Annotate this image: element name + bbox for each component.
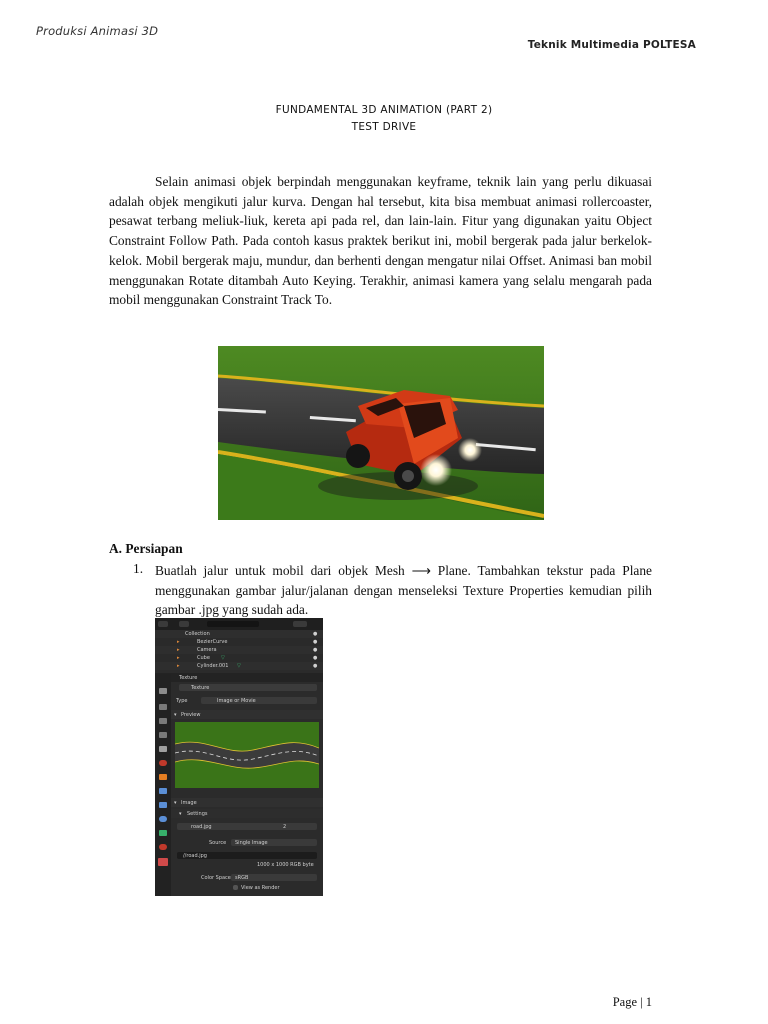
- outliner-row[interactable]: ▸ Cube ▽ ●: [155, 654, 323, 662]
- image-panel-header[interactable]: ▾ Image: [171, 798, 323, 807]
- view-as-render-checkbox[interactable]: View as Render: [171, 883, 323, 892]
- filter-icon[interactable]: [293, 621, 307, 627]
- texture-datablock[interactable]: Texture: [155, 683, 323, 692]
- image-filepath-field[interactable]: //road.jpg: [171, 851, 323, 860]
- car-render-image: [218, 346, 544, 520]
- tool-tab-icon[interactable]: [159, 688, 167, 694]
- document-subtitle: TEST DRIVE: [351, 121, 417, 133]
- image-source-row[interactable]: Source Single Image: [171, 838, 323, 847]
- blender-screenshot: [155, 618, 323, 896]
- header-course-title: Produksi Animasi 3D: [36, 24, 159, 38]
- outliner-row[interactable]: ▸ Cylinder.001 ▽ ●: [155, 662, 323, 670]
- outliner-search-input[interactable]: [207, 621, 259, 627]
- mesh-data-tab-icon[interactable]: [159, 830, 167, 836]
- texture-type-row[interactable]: Type Image or Movie: [171, 696, 323, 705]
- outliner-row[interactable]: Collection ●: [155, 630, 323, 638]
- preview-panel-header[interactable]: ▾ Preview: [171, 710, 323, 719]
- outliner-toolbar: [155, 618, 323, 630]
- properties-header: Texture: [155, 673, 323, 682]
- image-datablock[interactable]: road.jpg 2: [171, 822, 323, 831]
- particles-tab-icon[interactable]: [159, 802, 167, 808]
- color-space-row[interactable]: Color Space sRGB: [171, 873, 323, 882]
- header-institution: Teknik Multimedia POLTESA: [527, 39, 696, 51]
- view-layer-tab-icon[interactable]: [159, 732, 167, 738]
- eye-icon: ●: [313, 655, 318, 661]
- image-resolution: 1000 x 1000 RGB byte: [257, 862, 314, 868]
- material-tab-icon[interactable]: [159, 844, 167, 850]
- object-tab-icon[interactable]: [159, 774, 167, 780]
- list-item-text: Buatlah jalur untuk mobil dari objek Mesh ⟶ Plane. Tambahkan tekstur pada Plane menggunakan gambar jalur/jalanan dengan menseleksi Texture Properties kemudian pilih gambar .jpg yang sudah ada.: [155, 563, 652, 618]
- document-title: FUNDAMENTAL 3D ANIMATION (PART 2): [275, 104, 493, 116]
- eye-icon: ●: [313, 663, 318, 669]
- output-tab-icon[interactable]: [159, 718, 167, 724]
- world-tab-icon[interactable]: [159, 760, 167, 766]
- eye-icon: ●: [313, 639, 318, 645]
- physics-tab-icon[interactable]: [159, 816, 167, 822]
- scene-tab-icon[interactable]: [159, 746, 167, 752]
- settings-subpanel-header[interactable]: ▾ Settings: [171, 809, 323, 818]
- eye-icon: ●: [313, 631, 318, 637]
- modifier-tab-icon[interactable]: [159, 788, 167, 794]
- page-number: Page | 1: [612, 995, 652, 1009]
- texture-tab-icon[interactable]: [158, 858, 168, 866]
- render-tab-icon[interactable]: [159, 704, 167, 710]
- section-heading-persiapan: A. Persiapan: [109, 541, 183, 556]
- list-item-number: 1.: [133, 561, 144, 576]
- outliner-row[interactable]: ▸ Camera ●: [155, 646, 323, 654]
- intro-paragraph: Selain animasi objek berpindah menggunakan keyframe, teknik lain yang perlu dikuasai adalah objek mengikuti jalur kurva. Dengan hal tersebut, kita bisa membuat animasi rollercoaster, pesawat terbang meliuk-liuk, kereta api pada rel, dan lain-lain. Fitur yang digunakan yaitu Object Constraint Follow Path. Pada contoh kasus praktek berikut ini, mobil bergerak pada jalur berkelok-kelok. Mobil bergerak maju, mundur, dan berhenti dengan mengatur nilai Offset. Animasi ban mobil menggunakan Rotate ditambah Auto Keying. Terakhir, animasi kamera yang selalu mengarah pada mobil menggunakan Constraint Track To.: [109, 174, 652, 308]
- texture-preview-image: [175, 722, 319, 788]
- outliner-row[interactable]: ▸ BezierCurve ●: [155, 638, 323, 646]
- properties-tab-bar: [155, 674, 171, 896]
- eye-icon: ●: [313, 647, 318, 653]
